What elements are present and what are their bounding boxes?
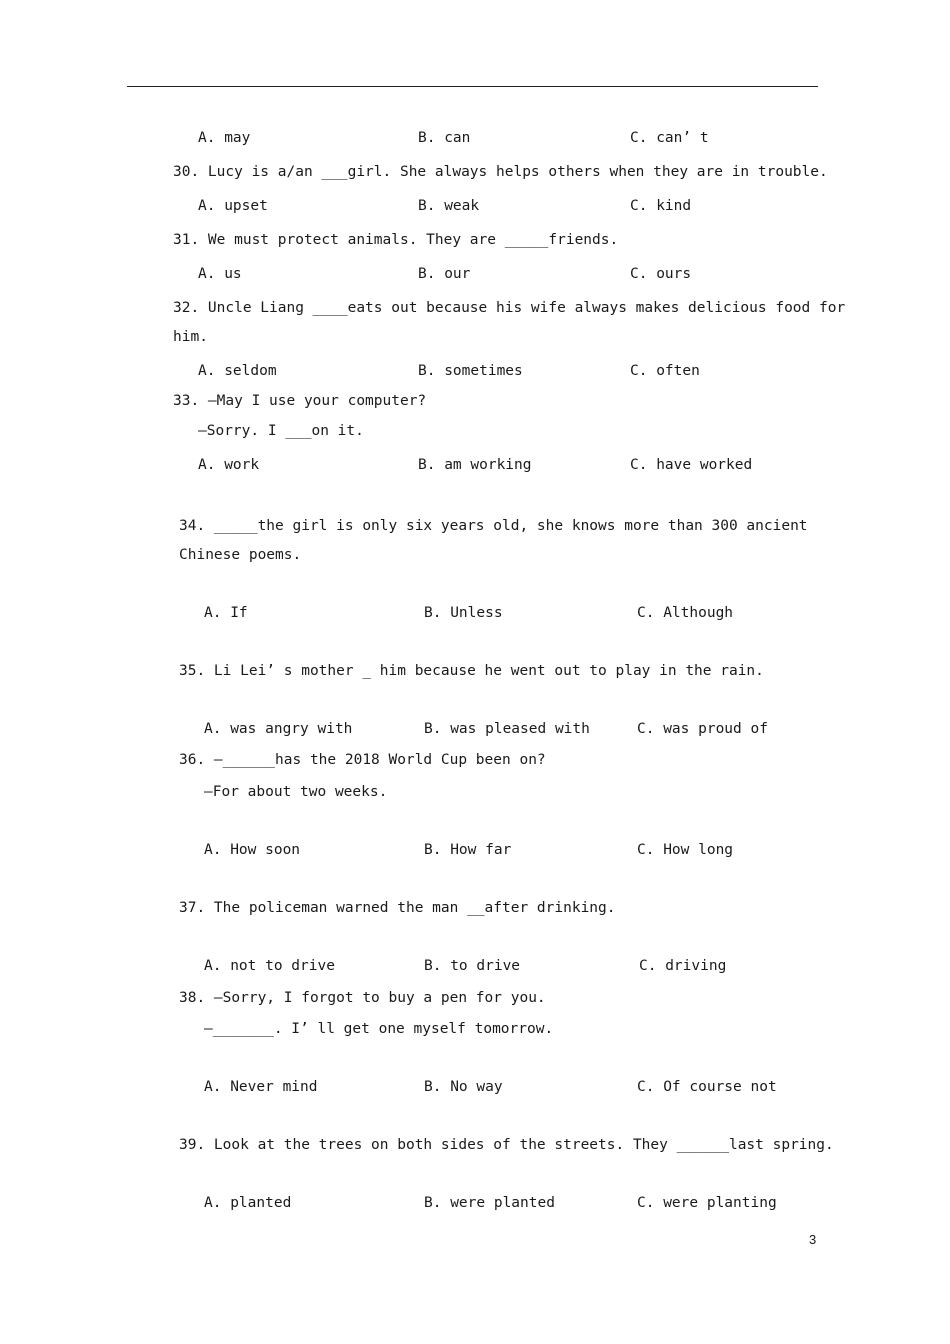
q38-stem-line2: —_______. I’ ll get one myself tomorrow. [204, 1021, 554, 1037]
q38-option-b: B. No way [424, 1079, 503, 1095]
q37-option-b: B. to drive [424, 958, 521, 974]
q37-option-a: A. not to drive [204, 958, 335, 974]
q35-stem: 35. Li Lei’ s mother _ him because he went out to play in the rain. [179, 663, 764, 679]
q39-option-a: A. planted [204, 1195, 292, 1211]
q39-stem: 39. Look at the trees on both sides of the streets. They ______last spring. [179, 1137, 834, 1153]
q36-option-b: B. How far [424, 842, 512, 858]
q37-option-c: C. driving [639, 958, 727, 974]
q33-option-c: C. have worked [630, 457, 753, 473]
q37-stem: 37. The policeman warned the man __after drinking. [179, 900, 616, 916]
q32-stem-line2: him. [173, 329, 208, 345]
q34-stem-line2: Chinese poems. [179, 547, 302, 563]
q30-option-a: A. upset [198, 198, 268, 214]
q32-option-c: C. often [630, 363, 700, 379]
q35-option-b: B. was pleased with [424, 721, 590, 737]
q34-option-b: B. Unless [424, 605, 503, 621]
q39-option-b: B. were planted [424, 1195, 555, 1211]
q31-option-c: C. ours [630, 266, 692, 282]
q33-option-b: B. am working [418, 457, 532, 473]
q38-option-a: A. Never mind [204, 1079, 318, 1095]
q36-option-a: A. How soon [204, 842, 301, 858]
q33-option-a: A. work [198, 457, 260, 473]
q36-stem-line2: —For about two weeks. [204, 784, 388, 800]
header-rule [127, 86, 818, 87]
q34-option-a: A. If [204, 605, 248, 621]
q35-option-c: C. was proud of [637, 721, 768, 737]
q30-stem: 30. Lucy is a/an ___girl. She always helps others when they are in trouble. [173, 164, 828, 180]
q32-stem-line1: 32. Uncle Liang ____eats out because his wife always makes delicious food for [173, 300, 846, 316]
q29-option-c: C. can’ t [630, 130, 709, 146]
q31-option-b: B. our [418, 266, 471, 282]
q39-option-c: C. were planting [637, 1195, 777, 1211]
q33-stem-line2: —Sorry. I ___on it. [198, 423, 364, 439]
q30-option-b: B. weak [418, 198, 480, 214]
q32-option-b: B. sometimes [418, 363, 523, 379]
q33-stem-line1: 33. —May I use your computer? [173, 393, 427, 409]
q29-option-b: B. can [418, 130, 471, 146]
q38-option-c: C. Of course not [637, 1079, 777, 1095]
q31-option-a: A. us [198, 266, 242, 282]
q34-option-c: C. Although [637, 605, 734, 621]
q35-option-a: A. was angry with [204, 721, 353, 737]
q30-option-c: C. kind [630, 198, 692, 214]
q36-stem-line1: 36. —______has the 2018 World Cup been on? [179, 752, 546, 768]
page-number: 3 [809, 1232, 817, 1247]
q34-stem-line1: 34. _____the girl is only six years old, she knows more than 300 ancient [179, 518, 808, 534]
q38-stem-line1: 38. —Sorry, I forgot to buy a pen for you. [179, 990, 546, 1006]
q32-option-a: A. seldom [198, 363, 277, 379]
q36-option-c: C. How long [637, 842, 734, 858]
q29-option-a: A. may [198, 130, 251, 146]
q31-stem: 31. We must protect animals. They are _____friends. [173, 232, 619, 248]
